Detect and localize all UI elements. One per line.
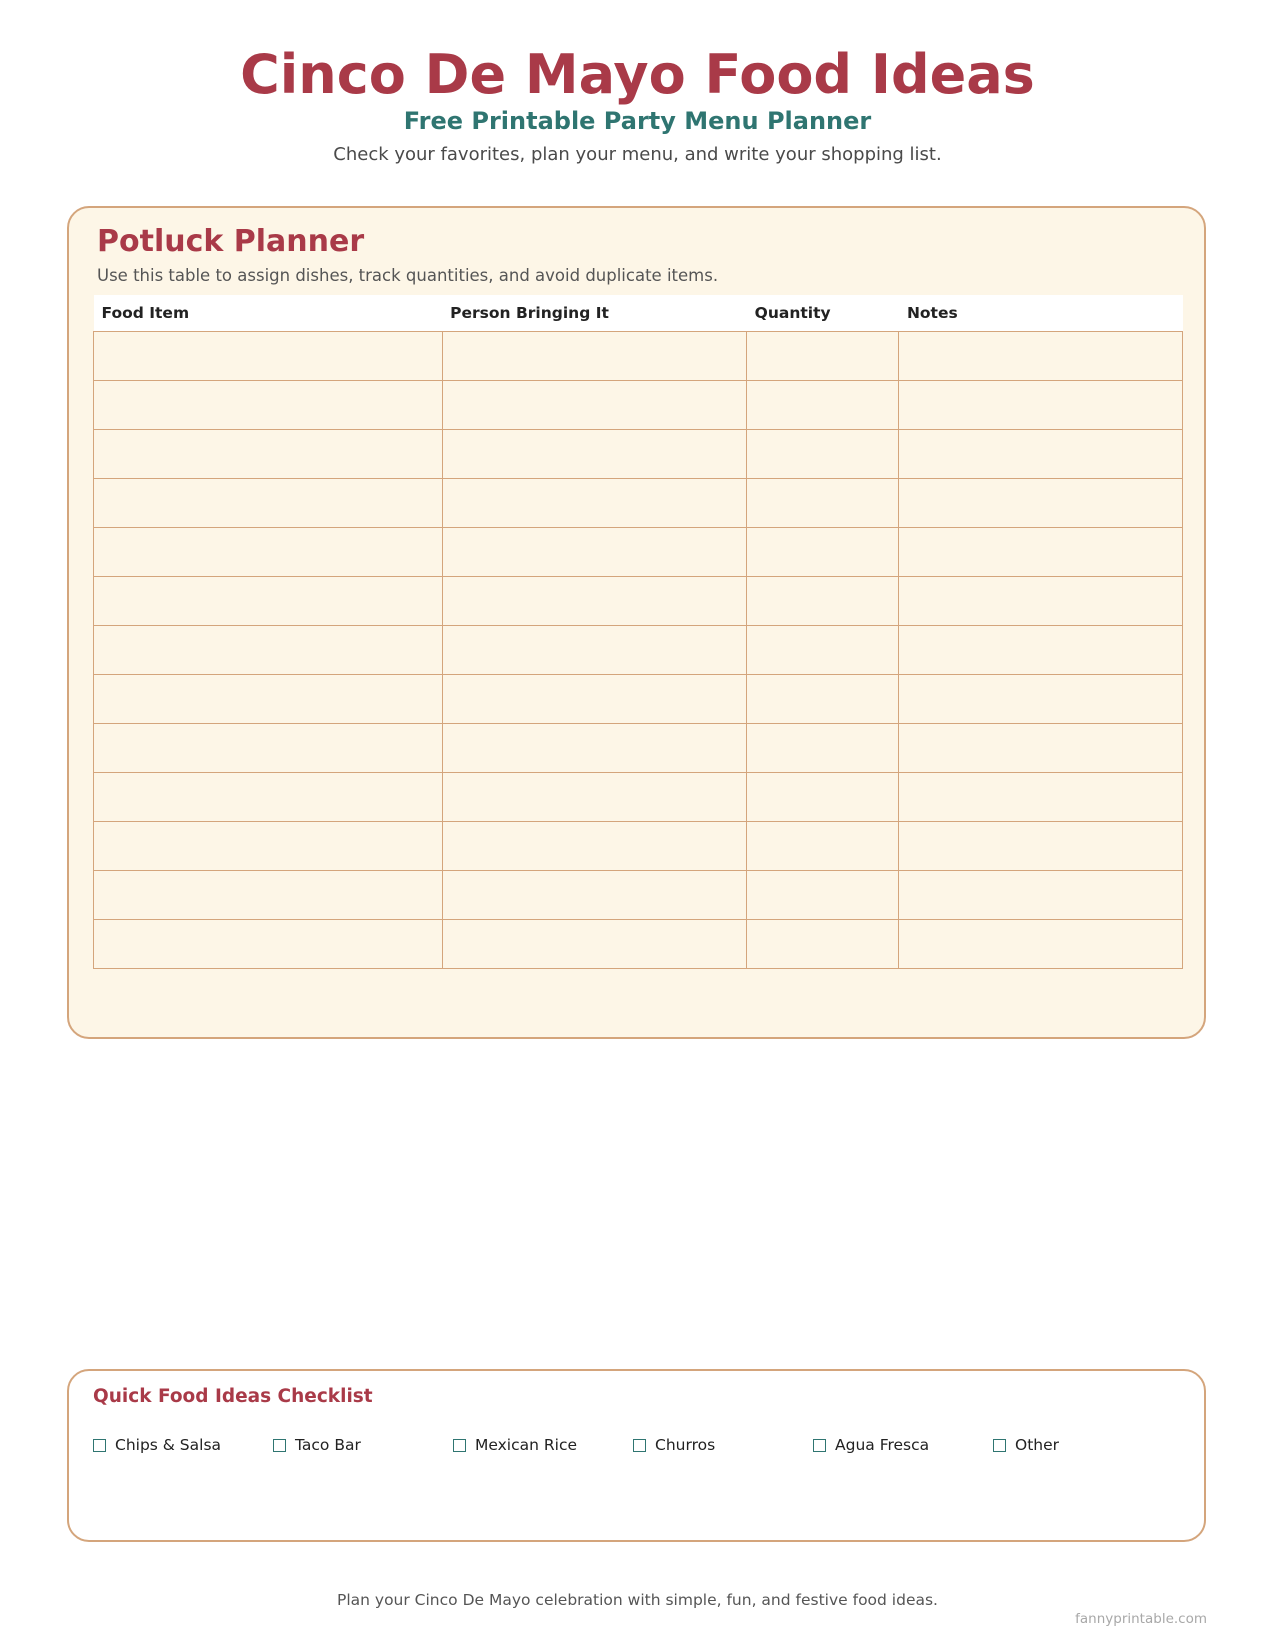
planner-description: Use this table to assign dishes, track quantities, and avoid duplicate items. <box>97 266 719 285</box>
table-cell[interactable] <box>899 381 1183 430</box>
table-row <box>94 822 1183 871</box>
checklist-title: Quick Food Ideas Checklist <box>93 1386 373 1407</box>
table-body <box>94 332 1183 969</box>
table-cell[interactable] <box>442 577 747 626</box>
checklist-item-label: Mexican Rice <box>475 1436 578 1454</box>
table-row <box>94 920 1183 969</box>
table-cell[interactable] <box>94 479 443 528</box>
column-header-quantity: Quantity <box>747 295 899 332</box>
table-row <box>94 577 1183 626</box>
table-cell[interactable] <box>94 724 443 773</box>
table-cell[interactable] <box>747 773 899 822</box>
table-cell[interactable] <box>442 773 747 822</box>
page-tagline: Check your favorites, plan your menu, and write your shopping list. <box>333 144 942 165</box>
table-cell[interactable] <box>94 332 443 381</box>
table-cell[interactable] <box>442 332 747 381</box>
checklist-item-label: Agua Fresca <box>835 1436 930 1454</box>
checkbox-icon[interactable] <box>993 1439 1006 1452</box>
checklist-items <box>93 1435 1183 1455</box>
table-cell[interactable] <box>747 479 899 528</box>
table-cell[interactable] <box>94 577 443 626</box>
table-cell[interactable] <box>94 773 443 822</box>
table-cell[interactable] <box>899 577 1183 626</box>
table-cell[interactable] <box>747 675 899 724</box>
table-cell[interactable] <box>899 675 1183 724</box>
table-cell[interactable] <box>442 626 747 675</box>
table-cell[interactable] <box>442 430 747 479</box>
planner-title: Potluck Planner <box>97 224 365 259</box>
checklist-item[interactable] <box>633 1435 813 1455</box>
table-cell[interactable] <box>899 724 1183 773</box>
table-row <box>94 430 1183 479</box>
table-cell[interactable] <box>747 430 899 479</box>
table-cell[interactable] <box>94 528 443 577</box>
potluck-planner-panel <box>67 206 1206 1039</box>
table-cell[interactable] <box>442 724 747 773</box>
table-cell[interactable] <box>747 381 899 430</box>
table-row <box>94 479 1183 528</box>
table-cell[interactable] <box>747 920 899 969</box>
checklist-item[interactable] <box>993 1435 1173 1455</box>
table-cell[interactable] <box>899 479 1183 528</box>
checkbox-icon[interactable] <box>813 1439 826 1452</box>
table-cell[interactable] <box>747 528 899 577</box>
footer-text: Plan your Cinco De Mayo celebration with simple, fun, and festive food ideas. <box>337 1591 938 1609</box>
table-row <box>94 871 1183 920</box>
column-header-person: Person Bringing It <box>442 295 747 332</box>
table-row <box>94 675 1183 724</box>
potluck-table <box>93 295 1183 969</box>
table-cell[interactable] <box>94 822 443 871</box>
checkbox-icon[interactable] <box>93 1439 106 1452</box>
table-cell[interactable] <box>747 332 899 381</box>
table-cell[interactable] <box>442 675 747 724</box>
table-cell[interactable] <box>94 675 443 724</box>
site-credit: fannyprintable.com <box>1075 1611 1207 1627</box>
table-cell[interactable] <box>442 871 747 920</box>
column-header-notes: Notes <box>899 295 1183 332</box>
table-cell[interactable] <box>899 773 1183 822</box>
table-cell[interactable] <box>94 381 443 430</box>
table-cell[interactable] <box>899 430 1183 479</box>
table-cell[interactable] <box>899 528 1183 577</box>
table-cell[interactable] <box>94 920 443 969</box>
table-cell[interactable] <box>442 479 747 528</box>
table-row <box>94 773 1183 822</box>
table-cell[interactable] <box>747 724 899 773</box>
checklist-item[interactable] <box>813 1435 993 1455</box>
checkbox-icon[interactable] <box>633 1439 646 1452</box>
table-cell[interactable] <box>442 528 747 577</box>
checkbox-icon[interactable] <box>273 1439 286 1452</box>
checklist-item-label: Other <box>1015 1436 1060 1454</box>
table-cell[interactable] <box>899 920 1183 969</box>
table-row <box>94 381 1183 430</box>
table-row <box>94 528 1183 577</box>
table-cell[interactable] <box>899 332 1183 381</box>
checkbox-icon[interactable] <box>453 1439 466 1452</box>
table-cell[interactable] <box>442 381 747 430</box>
table-cell[interactable] <box>442 920 747 969</box>
column-header-food-item: Food Item <box>94 295 443 332</box>
table-cell[interactable] <box>94 430 443 479</box>
quick-food-ideas-checklist <box>67 1369 1206 1542</box>
table-row <box>94 724 1183 773</box>
checklist-item[interactable] <box>453 1435 633 1455</box>
page-title: Cinco De Mayo Food Ideas <box>240 43 1035 106</box>
table-cell[interactable] <box>747 626 899 675</box>
checklist-item-label: Churros <box>655 1436 716 1454</box>
table-cell[interactable] <box>94 871 443 920</box>
table-row <box>94 332 1183 381</box>
checklist-item[interactable] <box>93 1435 273 1455</box>
table-cell[interactable] <box>747 871 899 920</box>
table-cell[interactable] <box>442 822 747 871</box>
table-header-row <box>94 295 1183 332</box>
table-cell[interactable] <box>899 822 1183 871</box>
table-cell[interactable] <box>899 626 1183 675</box>
checklist-item[interactable] <box>273 1435 453 1455</box>
page-subtitle: Free Printable Party Menu Planner <box>403 107 872 135</box>
checklist-item-label: Chips & Salsa <box>115 1436 222 1454</box>
table-cell[interactable] <box>899 871 1183 920</box>
checklist-item-label: Taco Bar <box>295 1436 361 1454</box>
table-row <box>94 626 1183 675</box>
table-cell[interactable] <box>747 822 899 871</box>
table-cell[interactable] <box>94 626 443 675</box>
table-cell[interactable] <box>747 577 899 626</box>
